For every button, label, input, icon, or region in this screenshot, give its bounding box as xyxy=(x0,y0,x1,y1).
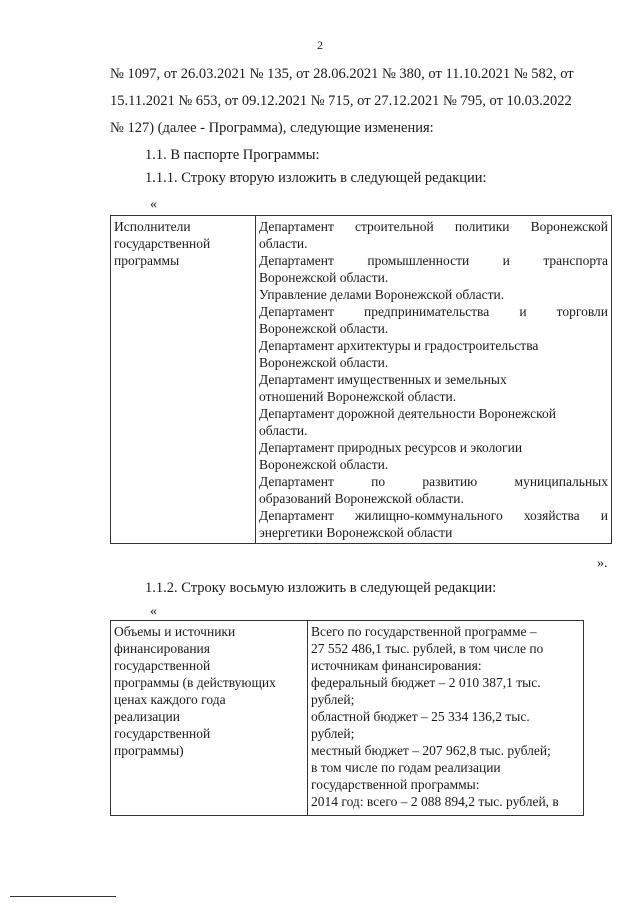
intro-line-1: № 1097, от 26.03.2021 № 135, от 28.06.2021 № 380, от 11.10.2021 № 582, от xyxy=(110,66,574,82)
funding-value-line: местный бюджет – 207 962,8 тыс. рублей; xyxy=(311,743,551,758)
executor-line: Департамент по развитию муниципальных xyxy=(259,474,608,489)
funding-value-line: рублей; xyxy=(311,726,355,741)
funding-label-line: реализации xyxy=(114,709,180,724)
table-row xyxy=(111,621,584,816)
funding-value-line: федеральный бюджет – 2 010 387,1 тыс. xyxy=(311,675,541,690)
funding-value-line: государственной программы: xyxy=(311,777,480,792)
executor-line: Департамент природных ресурсов и экологии xyxy=(259,440,523,455)
section-1-1-2-heading: 1.1.2. Строку восьмую изложить в следующей редакции: xyxy=(145,580,497,596)
executor-line: Департамент строительной политики Воронежской xyxy=(259,219,608,234)
executors-label-cell xyxy=(111,216,256,544)
funding-label-line: государственной xyxy=(114,658,211,673)
executor-line: образований Воронежской области. xyxy=(259,491,464,506)
executors-label: Исполнители государственной программы xyxy=(114,219,211,268)
executor-line: Департамент имущественных и земельных xyxy=(259,372,507,387)
executor-line: области. xyxy=(259,423,308,438)
funding-label-line: Объемы и источники xyxy=(114,624,236,639)
executor-line: Департамент дорожной деятельности Воронежской xyxy=(259,406,556,421)
funding-label-line: программы (в действующих xyxy=(114,675,276,690)
executor-line: отношений Воронежской области. xyxy=(259,389,457,404)
table-row xyxy=(111,216,612,544)
funding-table xyxy=(110,620,584,816)
executors-list-cell xyxy=(256,216,612,544)
funding-label-cell xyxy=(111,621,308,816)
executor-line: Департамент жилищно-коммунального хозяйства и xyxy=(259,508,608,523)
funding-label-line: финансирования xyxy=(114,641,210,656)
executor-line: Воронежской области. xyxy=(259,457,389,472)
executor-line: Департамент промышленности и транспорта xyxy=(259,253,608,268)
funding-value-line: областной бюджет – 25 334 136,2 тыс. xyxy=(311,709,530,724)
intro-line-3: № 127) (далее - Программа), следующие изменения: xyxy=(110,120,434,136)
section-1-1-1-heading: 1.1.1. Строку вторую изложить в следующей редакции: xyxy=(145,170,487,186)
executors-table xyxy=(110,215,612,544)
executor-line: области. xyxy=(259,236,308,251)
funding-value-line: 27 552 486,1 тыс. рублей, в том числе по xyxy=(311,641,544,656)
intro-line-2: 15.11.2021 № 653, от 09.12.2021 № 715, от 27.12.2021 № 795, от 10.03.2022 xyxy=(110,93,572,109)
open-quote-2: « xyxy=(150,604,157,619)
funding-value-line: в том числе по годам реализации xyxy=(311,760,501,775)
executor-line: энергетики Воронежской области xyxy=(259,525,453,540)
executor-line: Воронежской области. xyxy=(259,355,389,370)
funding-value-line: рублей; xyxy=(311,692,355,707)
close-quote-1: ». xyxy=(597,556,608,571)
executor-line: Департамент предпринимательства и торговли xyxy=(259,304,608,319)
executor-line: Воронежской области. xyxy=(259,321,389,336)
open-quote-1: « xyxy=(150,197,157,212)
executor-line: Управление делами Воронежской области. xyxy=(259,287,505,302)
funding-label-line: государственной xyxy=(114,726,211,741)
section-1-1-heading: 1.1. В паспорте Программы: xyxy=(145,147,320,163)
funding-value-line: 2014 год: всего – 2 088 894,2 тыс. рублей, в xyxy=(311,794,559,809)
funding-label-line: программы) xyxy=(114,743,184,758)
executor-line: Воронежской области. xyxy=(259,270,389,285)
funding-value-line: источникам финансирования: xyxy=(311,658,482,673)
footnote-divider xyxy=(10,896,116,897)
funding-value-line: Всего по государственной программе – xyxy=(311,624,537,639)
funding-value-cell xyxy=(308,621,584,816)
page-number: 2 xyxy=(317,38,323,52)
executor-line: Департамент архитектуры и градостроительства xyxy=(259,338,539,353)
funding-label-line: ценах каждого года xyxy=(114,692,226,707)
